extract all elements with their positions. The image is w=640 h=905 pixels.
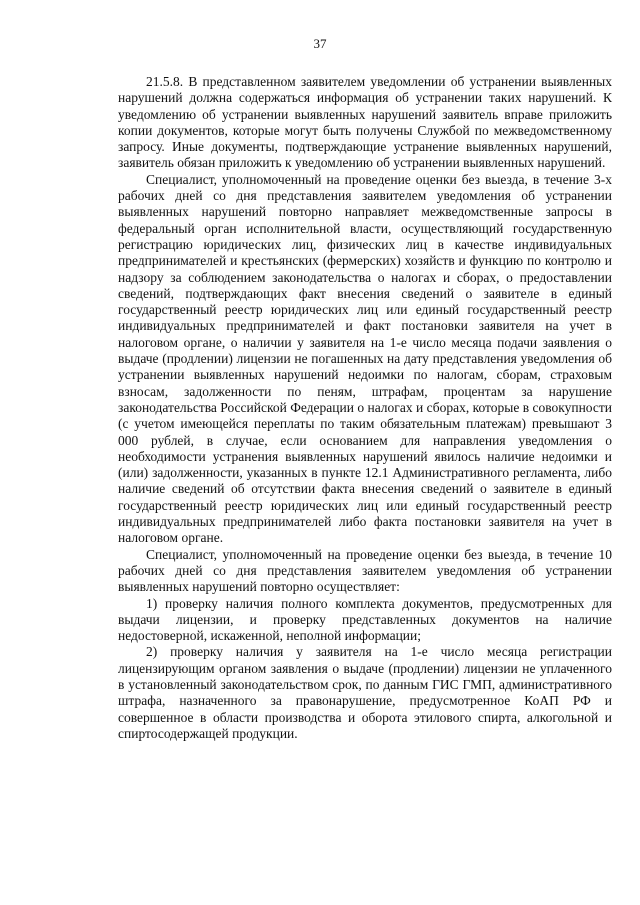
page-number: 37 — [313, 36, 327, 51]
document-body — [118, 74, 612, 742]
list-item-2-fine-check: 2) проверку наличия у заявителя на 1-е число месяца регистрации лицензирующим органом заявления о выдаче (продлении) лицензии не уплаченного в установленный законодательством срок, по данным ГИС ГМП, административного штрафа, назначенного за правонарушение, предусмотренное КоАП РФ и совершенное в области производства и оборота этилового спирта, алкогольной и спиртосодержащей продукции. — [118, 644, 612, 741]
paragraph-repeat-check-intro: Специалист, уполномоченный на проведение оценки без выезда, в течение 10 рабочих дней со дня представления заявителем уведомления об устранении выявленных нарушений повторно осуществляет: — [118, 546, 612, 595]
paragraph-interagency-requests: Специалист, уполномоченный на проведение оценки без выезда, в течение 3-х рабочих дней со дня представления заявителем уведомления об устранении выявленных нарушений повторно направляет межведомственные запросы в федеральный орган исполнительной власти, осуществляющий государственную регистрацию юридических лиц, физических лиц в качестве индивидуальных предпринимателей и крестьянских (фермерских) хозяйств и функцию по контролю и надзору за соблюдением законодательства о налогах и сборах, о предоставлении сведений, подтверждающих факт внесения сведений о заявителе в единый государственный реестр юридических лиц или единый государственный реестр индивидуальных предпринимателей и факт постановки заявителя на учет в налоговом органе, о наличии у заявителя на 1-е число месяца подачи заявления о выдаче (продлении) лицензии не погашенных на дату представления уведомления об устранении выявленных нарушений недоимки по налогам, сборам, страховым взносам, задолженности по пеням, штрафам, процентам за нарушение законодательства Российской Федерации о налогах и сборах, которые в совокупности (с учетом имеющейся переплаты по таким обязательным платежам) превышают 3 000 рублей, в случае, если основанием для направления уведомления о необходимости устранения выявленных нарушений явилось наличие недоимки и (или) задолженности, указанных в пункте 12.1 Административного регламента, либо наличие сведений об отсутствии факта внесения сведений о заявителе в единый государственный реестр юридических лиц или единый государственный реестр индивидуальных предпринимателей либо факта постановки заявителя на учет в налоговом органе. — [118, 171, 612, 546]
paragraph-21-5-8: 21.5.8. В представленном заявителем уведомлении об устранении выявленных нарушений должна содержаться информация об устранении таких нарушений. К уведомлению об устранении выявленных нарушений заявитель вправе приложить копии документов, которые могут быть получены Службой по межведомственному запросу. Иные документы, подтверждающие устранение выявленных нарушений, заявитель обязан приложить к уведомлению об устранении выявленных нарушений. — [118, 74, 612, 171]
list-item-1-documents-check: 1) проверку наличия полного комплекта документов, предусмотренных для выдачи лицензии, и проверку представленных документов на наличие недостоверной, искаженной, неполной информации; — [118, 595, 612, 644]
